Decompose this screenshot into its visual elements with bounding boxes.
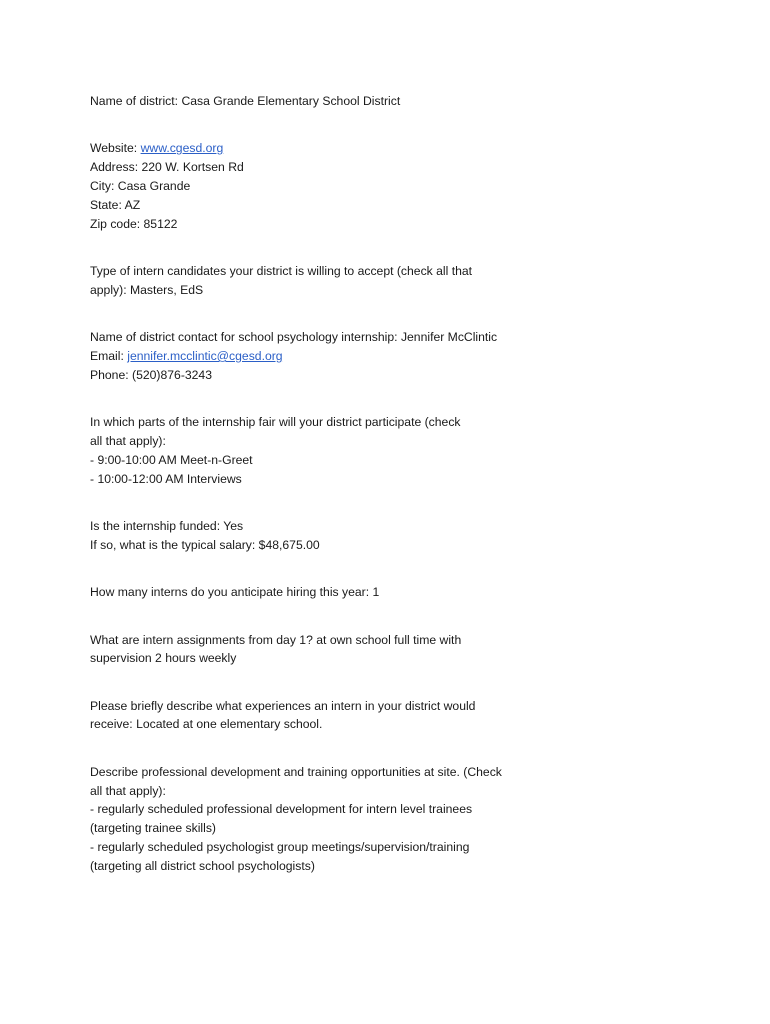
district-name-line [90, 92, 690, 111]
candidates-question-line-2 [90, 281, 690, 300]
district-name-label: Name of district: [90, 94, 179, 108]
funded-value: Yes [223, 518, 244, 533]
list-item: (targeting trainee skills) [90, 821, 216, 836]
list-item: - regularly scheduled psychologist group meetings/supervision/training [90, 840, 470, 855]
spacer [90, 385, 690, 414]
city-line [90, 177, 690, 196]
assignments-value: at own school full time with [316, 632, 462, 647]
funded-line [90, 517, 690, 536]
spacer [90, 488, 690, 517]
experiences-value: Located at one elementary school. [136, 717, 323, 732]
email-label: Email: [90, 348, 124, 363]
development-line-2: all that apply): [90, 783, 166, 798]
website-link[interactable]: www.cgesd.org [140, 141, 224, 156]
spacer [90, 734, 690, 763]
salary-value: $48,675.00 [258, 537, 320, 552]
address-value: 220 W. Kortsen Rd [141, 160, 244, 175]
city-label: City: [90, 178, 115, 193]
spacer [90, 111, 690, 140]
spacer [90, 233, 690, 262]
phone-line [90, 366, 690, 385]
hiring-value: 1 [372, 585, 380, 600]
list-item: - regularly scheduled professional development for intern level trainees [90, 802, 473, 817]
list-item: - 10:00-12:00 AM Interviews [90, 471, 242, 486]
website-line [90, 139, 690, 158]
city-value: Casa Grande [117, 178, 191, 193]
assignments-label: What are intern assignments from day 1? [90, 632, 313, 647]
list-item: - 9:00-10:00 AM Meet-n-Greet [90, 452, 253, 467]
list-item: (targeting all district school psychologists) [90, 858, 315, 873]
contact-name-line [90, 328, 690, 347]
website-label: Website: [90, 141, 138, 156]
zip-label: Zip code: [90, 216, 141, 231]
candidates-question-line-1: Type of intern candidates your district is willing to accept (check all that [90, 263, 473, 278]
hiring-line [90, 583, 690, 602]
phone-label: Phone: [90, 367, 129, 382]
spacer [90, 555, 690, 584]
spacer [90, 300, 690, 329]
zip-line [90, 215, 690, 234]
spacer [90, 602, 690, 631]
state-label: State: [90, 197, 122, 212]
hiring-label: How many interns do you anticipate hiring this year: [90, 585, 370, 600]
development-line-1: Describe professional development and training opportunities at site. (Check [90, 764, 502, 779]
district-name-value: Casa Grande Elementary School District [181, 94, 401, 108]
email-line [90, 347, 690, 366]
assignments-line-1 [90, 631, 690, 650]
candidates-value: Masters, EdS [129, 282, 204, 297]
assignments-line-2: supervision 2 hours weekly [90, 651, 237, 666]
salary-line [90, 536, 690, 555]
email-link[interactable]: jennifer.mcclintic@cgesd.org [127, 348, 283, 363]
address-line [90, 158, 690, 177]
experiences-line-1: Please briefly describe what experiences an intern in your district would [90, 698, 476, 713]
experiences-label: receive: [90, 717, 133, 732]
funded-label: Is the internship funded: [90, 518, 221, 533]
experiences-line-2 [90, 715, 690, 734]
zip-value: 85122 [143, 216, 178, 231]
state-value: AZ [124, 197, 141, 212]
contact-name-label: Name of district contact for school psychology internship: [90, 330, 398, 345]
candidates-label: apply): [90, 282, 127, 297]
fair-question-line-1: In which parts of the internship fair will your district participate (check [90, 415, 461, 430]
fair-question-line-2: all that apply): [90, 433, 166, 448]
spacer [90, 668, 690, 697]
form-content [90, 92, 690, 876]
phone-value: (520)876-3243 [132, 367, 212, 382]
state-line [90, 196, 690, 215]
address-label: Address: [90, 160, 139, 175]
contact-name-value: Jennifer McClintic [400, 330, 498, 345]
salary-label: If so, what is the typical salary: [90, 537, 256, 552]
